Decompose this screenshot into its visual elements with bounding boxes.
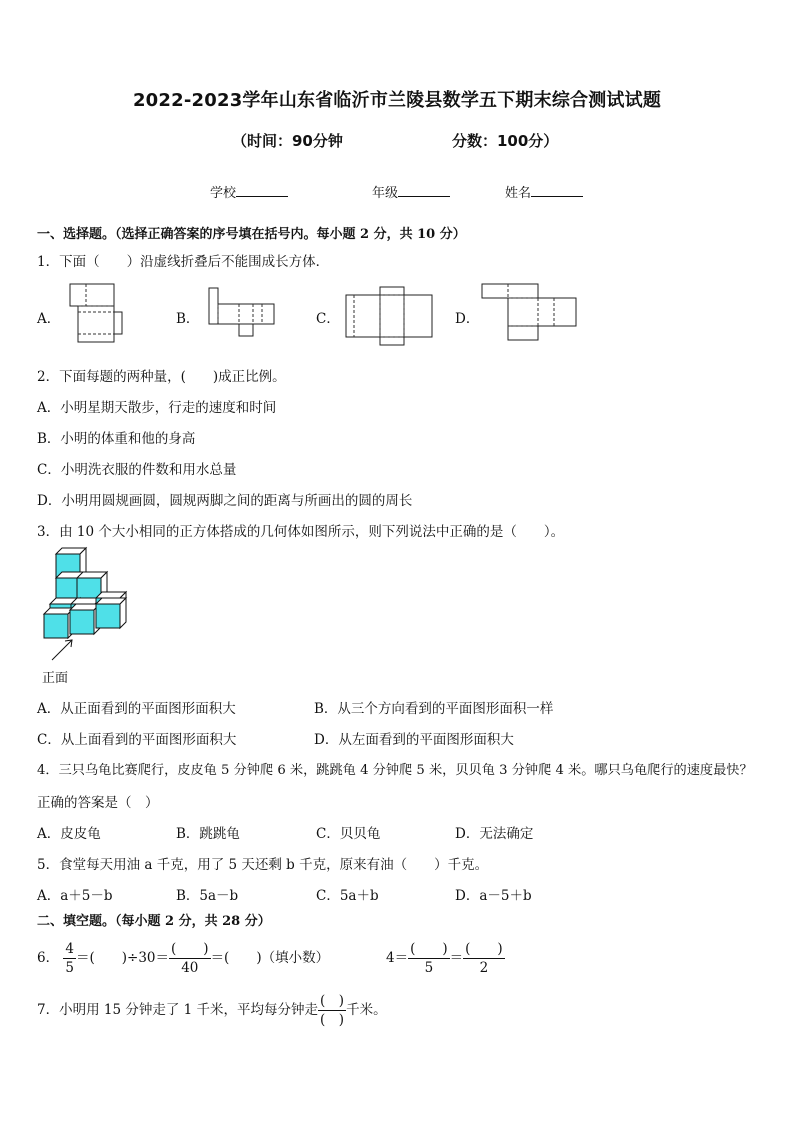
- q7-line: [37, 992, 387, 1029]
- q2-option-b: B．小明的体重和他的身高: [37, 431, 196, 447]
- q1-net-d: [482, 284, 582, 344]
- q6-mid-1: ＝( )÷30＝: [75, 950, 170, 966]
- q5-option-c: C．5a＋b: [316, 888, 379, 904]
- q1-label-c: C．: [316, 311, 340, 327]
- q2-option-c: C．小明洗衣服的件数和用水总量: [37, 462, 237, 478]
- section-1-heading: 一、选择题。（选择正确答案的序号填在括号内。每小题 2 分，共 10 分）: [37, 227, 466, 242]
- name-blank[interactable]: [531, 184, 583, 197]
- q3-front-label: 正面: [42, 671, 69, 686]
- grade-label: 年级: [372, 186, 399, 201]
- q3-option-c: C．从上面看到的平面图形面积大: [37, 732, 237, 748]
- q6-equals: ＝: [449, 950, 464, 966]
- q6-lead: 4＝: [386, 950, 409, 966]
- q6-line: [37, 940, 329, 977]
- q1-net-b: [209, 288, 279, 338]
- q6-number: 6．: [37, 950, 60, 966]
- q6-fraction-2: $\frac{( )}{40}$: [171, 941, 209, 976]
- q6-fraction-1: $\frac{4}{5}$: [65, 941, 74, 976]
- q2-option-d: D．小明用圆规画圆，圆规两脚之间的距离与所画出的圆的周长: [37, 493, 413, 509]
- q5-stem: 5．食堂每天用油 a 千克，用了 5 天还剩 b 千克，原来有油（ ）千克。: [37, 857, 489, 873]
- school-label: 学校: [210, 186, 237, 201]
- q4-option-a: A．皮皮龟: [37, 826, 101, 842]
- q6-mid-2: ＝( )（填小数）: [210, 950, 330, 966]
- q5-option-a: A．a＋5－b: [37, 888, 113, 904]
- q3-option-b: B．从三个方向看到的平面图形面积一样: [314, 701, 554, 717]
- q6-line-2: [386, 940, 505, 977]
- q5-option-b: B．5a－b: [176, 888, 239, 904]
- q7-pre: 7．小明用 15 分钟走了 1 千米，平均每分钟走: [37, 1002, 319, 1018]
- grade-blank[interactable]: [398, 184, 450, 197]
- q4-option-d: D．无法确定: [455, 826, 534, 842]
- q4-option-b: B．跳跳龟: [176, 826, 240, 842]
- q1-label-a: A．: [37, 311, 61, 327]
- q5-option-d: D．a－5＋b: [455, 888, 532, 904]
- grade-field: [372, 182, 450, 201]
- score-label: 分数：100分）: [452, 132, 559, 150]
- page-title: 2022-2023学年山东省临沂市兰陵县数学五下期末综合测试试题: [132, 90, 662, 111]
- school-field: [210, 182, 288, 201]
- q6-fraction-4: $\frac{( )}{2}$: [465, 941, 503, 976]
- q1-net-c: [346, 287, 436, 347]
- name-field: [505, 182, 583, 201]
- q1-label-b: B．: [176, 311, 200, 327]
- q6-fraction-3: $\frac{( )}{5}$: [410, 941, 448, 976]
- q4-stem: 4．三只乌龟比赛爬行，皮皮龟 5 分钟爬 6 米，跳跳龟 4 分钟爬 5 米，贝贝龟 3 分钟爬 4 米。哪只乌龟爬行的速度最快？: [37, 763, 753, 778]
- q7-post: 千米。: [346, 1002, 387, 1018]
- q7-fraction: $\frac{( )}{( )}$: [320, 993, 345, 1028]
- q2-stem: 2．下面每题的两种量，( )成正比例。: [37, 369, 286, 385]
- q4-stem-2: 正确的答案是（ ）: [37, 795, 159, 811]
- q3-option-d: D．从左面看到的平面图形面积大: [314, 732, 514, 748]
- q3-option-a: A．从正面看到的平面图形面积大: [37, 701, 236, 717]
- q1-net-a: [70, 284, 125, 344]
- school-blank[interactable]: [236, 184, 288, 197]
- name-label: 姓名: [505, 186, 532, 201]
- q4-option-c: C．贝贝龟: [316, 826, 381, 842]
- q3-cube-figure: [40, 546, 130, 666]
- q1-stem: 1．下面（ ）沿虚线折叠后不能围成长方体．: [37, 254, 330, 270]
- q3-stem: 3．由 10 个大小相同的正方体搭成的几何体如图所示，则下列说法中正确的是（ ）。: [37, 524, 565, 540]
- time-label: （时间：90分钟: [232, 132, 343, 150]
- q2-option-a: A．小明星期天散步，行走的速度和时间: [37, 400, 277, 416]
- section-2-heading: 二、填空题。（每小题 2 分，共 28 分）: [37, 914, 271, 929]
- q1-label-d: D．: [455, 311, 480, 327]
